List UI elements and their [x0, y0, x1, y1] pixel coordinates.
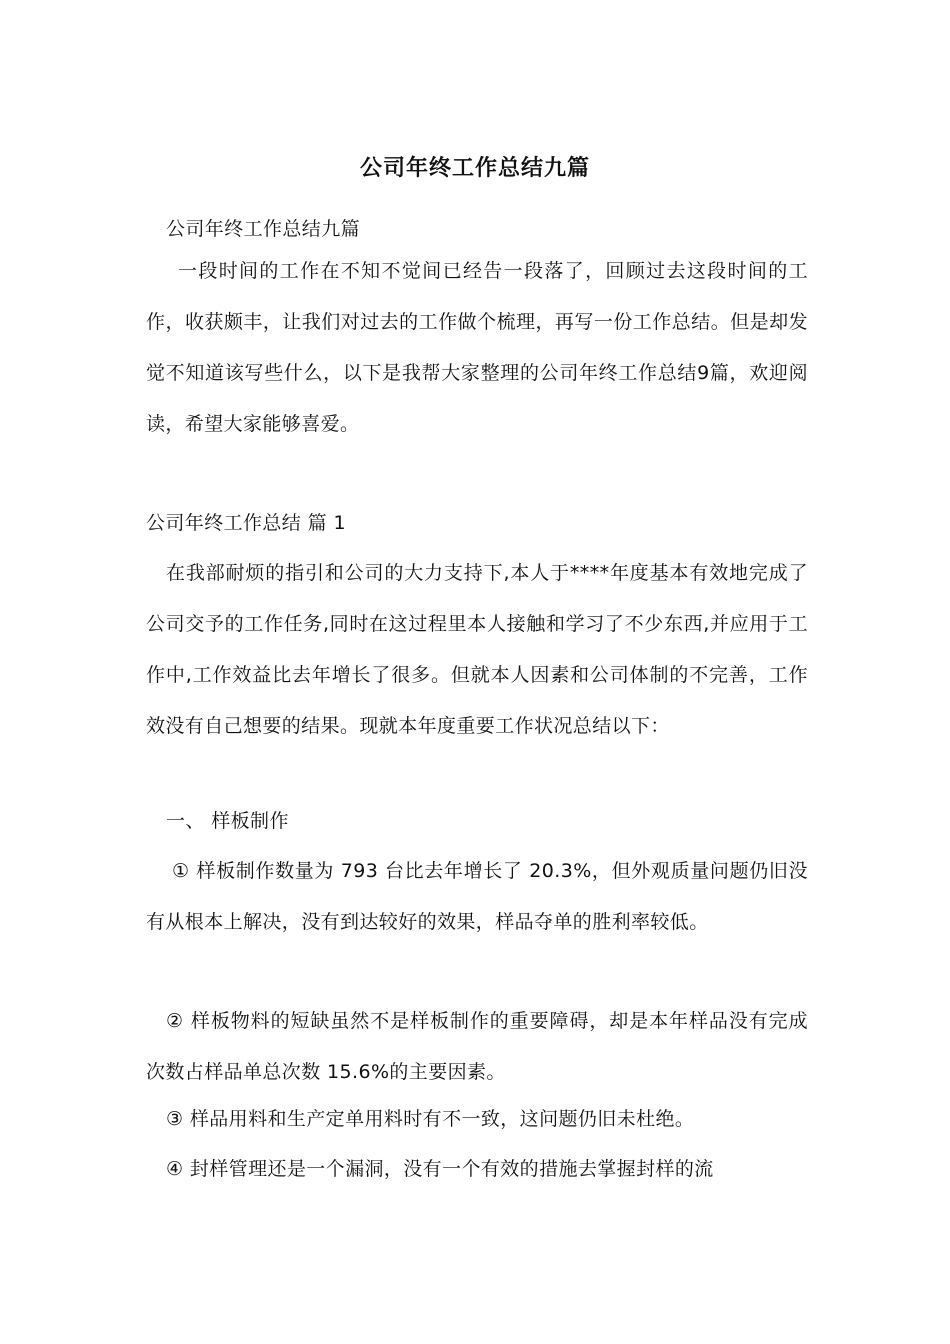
list-item: ② 样板物料的短缺虽然不是样板制作的重要障碍，却是本年样品没有完成次数占样品单总次数 15.6%的主要因素。 — [146, 1010, 808, 1083]
item-heading: 一、 样板制作 — [166, 810, 289, 832]
section-heading: 公司年终工作总结 篇 1 — [146, 512, 346, 534]
body-paragraph: 在我部耐烦的指引和公司的大力支持下,本人于****年度基本有效地完成了公司交予的工作任务,同时在这过程里本人接触和学习了不少东西,并应用于工作中,工作效益比去年增长了很多。但就本人因素和公司体制的不完善，工作效没有自己想要的结果。现就本年度重要工作状况总结以下： — [146, 562, 808, 737]
document-title: 公司年终工作总结九篇 — [359, 156, 590, 181]
list-item: ① 样板制作数量为 793 台比去年增长了 20.3%，但外观质量问题仍旧没有从根本上解决，没有到达较好的效果，样品夺单的胜利率较低。 — [146, 860, 808, 933]
list-item: ③ 样品用料和生产定单用料时有不一致，这问题仍旧未杜绝。 — [166, 1108, 695, 1130]
document-subtitle: 公司年终工作总结九篇 — [166, 218, 361, 240]
list-item: ④ 封样管理还是一个漏洞，没有一个有效的措施去掌握封样的流 — [166, 1158, 714, 1180]
intro-paragraph: 一段时间的工作在不知不觉间已经告一段落了，回顾过去这段时间的工作，收获颇丰，让我们对过去的工作做个梳理，再写一份工作总结。但是却发觉不知道该写些什么，以下是我帮大家整理的公司年终工作总结9篇，欢迎阅读，希望大家能够喜爱。 — [146, 260, 808, 435]
